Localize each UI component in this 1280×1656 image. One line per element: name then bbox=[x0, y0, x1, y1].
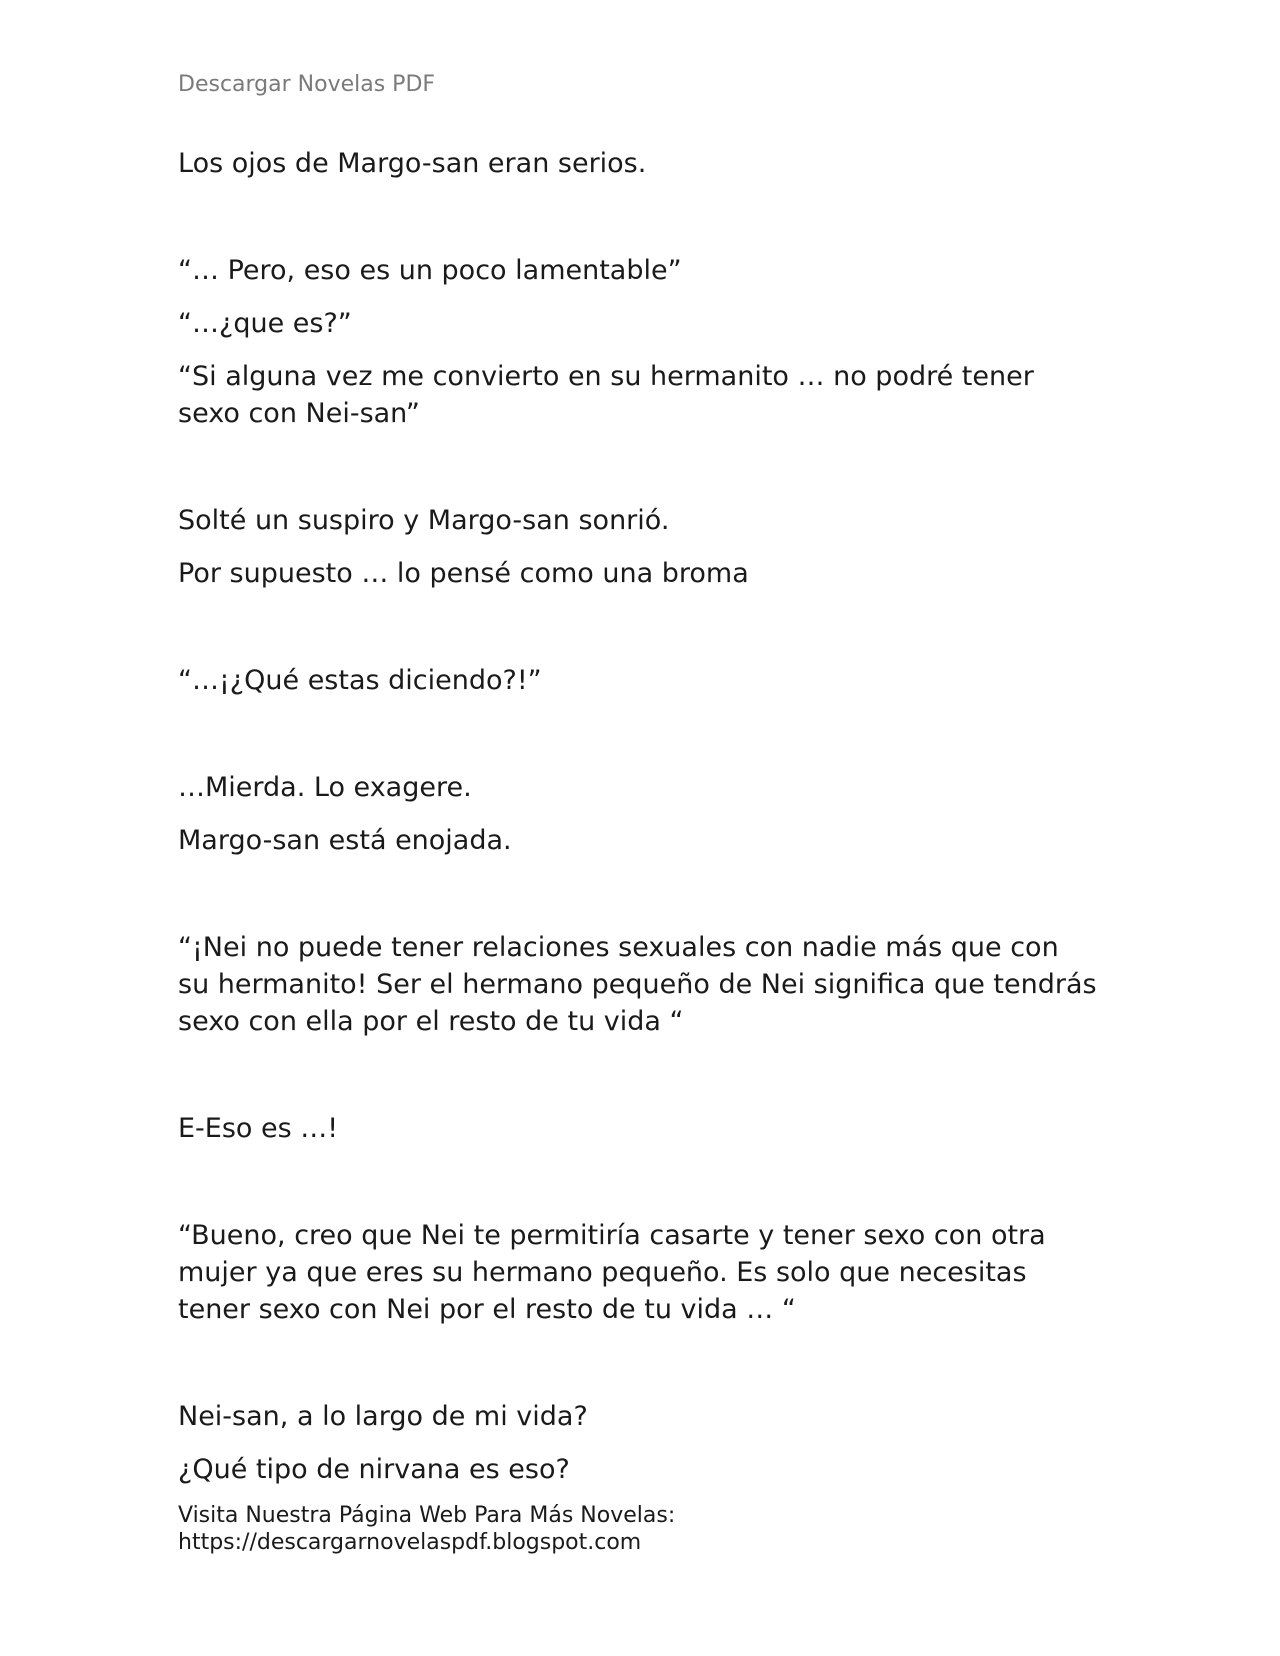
paragraph: E-Eso es …! bbox=[178, 1113, 339, 1144]
paragraph: “… Pero, eso es un poco lamentable” bbox=[178, 255, 682, 286]
paragraph: “…¿que es?” bbox=[178, 308, 352, 339]
page-footer bbox=[178, 1502, 675, 1556]
paragraph: Solté un suspiro y Margo-san sonrió. bbox=[178, 505, 670, 536]
paragraph: “¡Nei no puede tener relaciones sexuales con nadie más que con su hermanito! Ser el hermano pequeño de Nei significa que tendrás sexo con ella por el resto de tu vida “ bbox=[178, 932, 1097, 1037]
paragraph: “Si alguna vez me convierto en su hermanito … no podré tener sexo con Nei-san” bbox=[178, 361, 1034, 429]
page-header: Descargar Novelas PDF bbox=[178, 72, 436, 97]
paragraph: …Mierda. Lo exagere. bbox=[178, 772, 472, 803]
paragraph: “…¡¿Qué estas diciendo?!” bbox=[178, 665, 542, 696]
paragraph: Los ojos de Margo-san eran serios. bbox=[178, 148, 647, 179]
footer-line: Visita Nuestra Página Web Para Más Novelas: bbox=[178, 1503, 676, 1528]
footer-url: https://descargarnovelaspdf.blogspot.com bbox=[178, 1530, 642, 1555]
document-page bbox=[178, 0, 1098, 1656]
paragraph: “Bueno, creo que Nei te permitiría casarte y tener sexo con otra mujer ya que eres su hermano pequeño. Es solo que necesitas tener sexo con Nei por el resto de tu vida … “ bbox=[178, 1220, 1046, 1325]
paragraph: ¿Qué tipo de nirvana es eso? bbox=[178, 1454, 570, 1485]
paragraph: Nei-san, a lo largo de mi vida? bbox=[178, 1401, 588, 1432]
paragraph: Por supuesto … lo pensé como una broma bbox=[178, 558, 749, 589]
paragraph: Margo-san está enojada. bbox=[178, 825, 512, 856]
page-body bbox=[178, 145, 1098, 1488]
